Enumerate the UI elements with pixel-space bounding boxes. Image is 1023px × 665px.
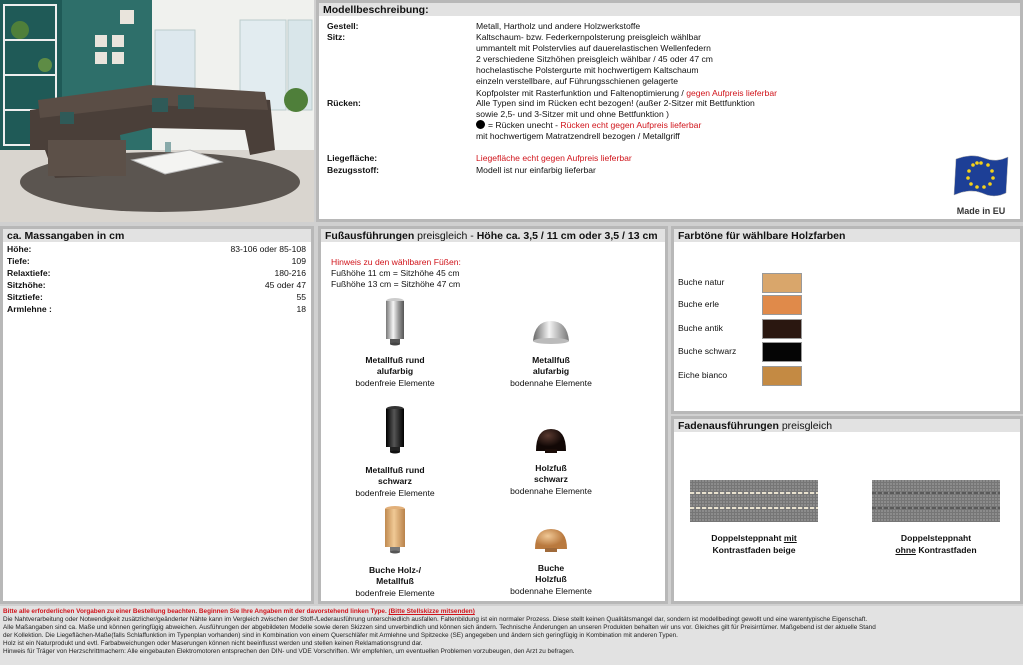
spec-value-line: [476, 88, 777, 99]
footer-lines: [3, 616, 1020, 656]
spec-value-text: Kopfpolster mit Rasterfunktion und Faltenoptimierung /: [476, 87, 687, 98]
chrome-cylinder-foot-icon: [335, 297, 455, 349]
spec-value-line: [476, 65, 699, 76]
feet-title-heights: Höhe ca. 3,5 / 11 cm oder 3,5 / 13 cm: [476, 230, 658, 242]
footer-line: Holz ist ein Naturprodukt und evtl. Farbabweichungen oder Maserungen können nicht beeinflusst werden und stellen keinen Reklamationsgrund dar.: [3, 639, 423, 647]
thread-caption-text: Doppelsteppnaht: [711, 533, 784, 543]
foot-usage: bodennahe Elemente: [510, 377, 592, 388]
spec-value-line: [476, 98, 755, 109]
foot-name: Metallfuß: [532, 355, 570, 365]
thread-title-main: Fadenausführungen: [678, 420, 779, 432]
spec-value-text: Alle Typen sind im Rücken echt bezogen! (außer 2-Sitzer mit Bettfunktion: [476, 98, 755, 108]
wood-color-label: Buche antik: [678, 323, 723, 333]
dimension-value: 18: [296, 304, 306, 314]
foot-option: [335, 505, 455, 599]
thread-caption-text: Kontrastfaden: [915, 545, 977, 555]
footer-line: der Kollektion. Die Liegeflächen-Maße(falls Schlaffunktion im Typenplan vorhanden) sind in Kombination von einem Querschläfer mit Armlehne und Spitzecke (SE) angegeben und ändern sich geringfügig in Kombination mit anderen Typen.: [3, 631, 678, 639]
foot-option: [491, 319, 611, 389]
dimension-label: Sitzhöhe:: [7, 280, 46, 290]
footer-order-sketch-note: (Bitte Stellskizze mitsenden): [388, 608, 475, 615]
spec-value-line: [476, 54, 713, 65]
spec-value-text: 2 verschiedene Sitzhöhen preisgleich wählbar / 45 oder 47 cm: [476, 54, 713, 65]
feet-panel: [318, 226, 668, 604]
foot-name: Buche: [537, 563, 565, 573]
spec-value-line: [476, 32, 701, 43]
thread-caption-emphasis: ohne: [895, 545, 916, 555]
wood-color-swatch: [762, 366, 802, 386]
spec-label: Liegefläche:: [327, 153, 378, 163]
spec-label: Gestell:: [327, 21, 359, 31]
spec-value-line: [476, 153, 632, 164]
eu-flag-icon: [952, 153, 1010, 199]
dimension-value: 45 oder 47: [264, 280, 306, 290]
eu-badge: [941, 153, 1021, 216]
model-description-title: Modellbeschreibung:: [319, 3, 1020, 16]
feet-title-main: Fußausführungen: [325, 230, 415, 242]
feet-hint: [331, 257, 461, 268]
thread-caption-text: Kontrastfaden beige: [712, 545, 796, 555]
spec-value-line: [476, 76, 678, 87]
dimension-row: [3, 279, 311, 291]
spec-value-line: [476, 131, 680, 142]
foot-name: Holzfuß: [535, 463, 567, 473]
spec-value-text: sowie 2,5- und 3-Sitzer mit und ohne Bettfunktion ): [476, 109, 669, 120]
wood-color-label: Buche schwarz: [678, 346, 737, 356]
foot-variant: schwarz: [378, 476, 412, 487]
foot-usage: bodenfreie Elemente: [355, 487, 435, 498]
wood-color-swatch: [762, 342, 802, 362]
stitch-line: [872, 492, 1000, 494]
spec-value-text: hochelastische Polstergurte mit hochwertigem Kaltschaum: [476, 65, 699, 76]
spec-value-text: mit hochwertigem Matratzendrell bezogen / Metallgriff: [476, 131, 680, 142]
foot-variant: Metallfuß: [376, 576, 414, 587]
wood-color-label: Eiche bianco: [678, 370, 728, 380]
thread-caption-line: [861, 532, 1011, 544]
thread-caption-text: Doppelsteppnaht: [900, 533, 972, 543]
thread-panel: [671, 416, 1023, 604]
made-in-eu-label: Made in EU: [956, 206, 1006, 216]
stitch-line: [872, 507, 1000, 509]
spec-label: Bezugsstoff:: [327, 165, 380, 175]
bullet-dot-icon: [476, 120, 485, 129]
footer-line: Die Nahtverarbeitung oder Notwendigkeit zusätzlicher/geänderter Nähte kann im Vergleich zwischen der Stoff-/Lederausführung unterschiedlich ausfallen. Faltenbildung ist ein normaler Prozess. Diese stellt keinen Qualitätsmangel dar, sondern ist modellbedingt gewollt und eine warentypische Eigenschaft.: [3, 615, 868, 623]
fabric-texture: [690, 480, 818, 522]
thread-caption-line: [861, 544, 1011, 556]
spec-value-text: = Rücken unecht -: [488, 120, 561, 131]
dimension-value: 55: [296, 292, 306, 302]
wood-color-label: Buche erle: [678, 299, 720, 309]
foot-usage: bodennahe Elemente: [510, 585, 592, 596]
spec-label: Rücken:: [327, 98, 361, 108]
foot-option: [491, 427, 611, 497]
spec-value-text: Metall, Hartholz und andere Holzwerkstoffe: [476, 21, 641, 31]
spec-value-text: Kaltschaum- bzw. Federkernpolsterung preisgleich wählbar: [476, 32, 701, 42]
spec-value-text: ummantelt mit Polstervlies auf dauerelastischen Wellenfedern: [476, 43, 711, 54]
black-cylinder-foot-icon: [335, 405, 455, 459]
wood-color-label: Buche natur: [678, 277, 725, 287]
feet-title: [321, 229, 665, 242]
wood-color-swatch: [762, 273, 802, 293]
thread-title-note: preisgleich: [778, 420, 833, 432]
chrome-dome-foot-icon: [491, 319, 611, 349]
spec-value-line: [476, 109, 669, 120]
foot-name: Buche Holz-/: [368, 565, 422, 575]
dimension-value: 180-216: [274, 268, 306, 278]
stitched-fabric-swatch: [872, 480, 1000, 522]
wood-colors-title: Farbtöne für wählbare Holzfarben: [674, 229, 1020, 242]
footer-line: Hinweis für Träger von Herzschrittmachern: Alle eingebauten Elektromotoren entsprechen den DIN- und VDE Vorschriften. Wir empfehlen, um eventuellen Problemen vorzubeugen, den Arzt zu befragen.: [3, 647, 575, 655]
dimension-row: [3, 291, 311, 303]
dimension-label: Relaxtiefe:: [7, 268, 51, 278]
foot-variant: schwarz: [534, 474, 568, 485]
foot-usage: bodenfreie Elemente: [355, 377, 435, 388]
thread-title: [674, 419, 1020, 432]
spec-value-text: einzeln verstellbare, auf Führungsschienen gelagerte: [476, 76, 679, 87]
dimension-label: Armlehne :: [7, 304, 52, 314]
feet-hint-line: Fußhöhe 11 cm = Sitzhöhe 45 cm: [331, 268, 460, 278]
thread-caption: [679, 532, 829, 556]
spec-value-surcharge: Rücken echt gegen Aufpreis lieferbar: [560, 120, 702, 131]
spec-value-line: [476, 165, 596, 176]
sofa-room-illustration: [0, 0, 314, 222]
feet-title-note: preisgleich -: [414, 230, 477, 242]
spec-value-line: [476, 21, 640, 32]
foot-name: Metallfuß rund: [365, 465, 425, 475]
thread-caption: [861, 532, 1011, 556]
dimension-value: 83-106 oder 85-108: [230, 244, 306, 254]
dimensions-list: [3, 242, 311, 315]
dimension-row: [3, 267, 311, 279]
dimension-row: [3, 303, 311, 315]
foot-usage: bodennahe Elemente: [510, 485, 592, 496]
beech-cylinder-foot-icon: [335, 505, 455, 559]
footer-line: Alle Maßangaben sind ca. Maße und können geringfügig abweichen. Ausführungen der abgebildeten Modelle sowie deren Skizzen sind unverbindlich und können sich ändern. Technische Änderungen an unseren Produkten behalten wir uns vor. Gleiches gilt für Preisirrtümer. Maßgebend ist der aktuelle Stand: [3, 623, 876, 631]
beech-dome-foot-icon: [491, 527, 611, 557]
feet-hint-line: Fußhöhe 13 cm = Sitzhöhe 47 cm: [331, 279, 461, 290]
stitch-line: [690, 507, 818, 509]
model-description-panel: [316, 0, 1023, 222]
foot-name: Metallfuß rund: [365, 355, 425, 365]
spec-value-surcharge: Liegefläche echt gegen Aufpreis lieferbar: [476, 153, 632, 163]
spec-value-text: Modell ist nur einfarbig lieferbar: [476, 165, 596, 175]
foot-option: [335, 405, 455, 499]
footer-notes: [0, 606, 1023, 665]
fabric-texture: [872, 480, 1000, 522]
spec-value-surcharge: gegen Aufpreis lieferbar: [686, 87, 777, 98]
foot-option: [335, 297, 455, 389]
dimensions-panel: [0, 226, 314, 604]
foot-variant: Holzfuß: [535, 574, 567, 585]
thread-caption-line: [679, 544, 829, 556]
product-photo: [0, 0, 314, 222]
feet-hint-title: Hinweis zu den wählbaren Füßen:: [331, 257, 461, 267]
wood-color-swatch: [762, 319, 802, 339]
foot-option: [491, 527, 611, 597]
dimension-row: [3, 255, 311, 267]
spec-value-line: [476, 43, 711, 54]
stitch-line: [690, 492, 818, 494]
wood-colors-panel: [671, 226, 1023, 414]
dimension-value: 109: [291, 256, 306, 266]
footer-order-text: Bitte alle erforderlichen Vorgaben zu einer Bestellung beachten. Beginnen Sie Ihre Angaben mit der davorstehend linken Type.: [3, 608, 387, 615]
dimension-label: Sitztiefe:: [7, 292, 43, 302]
thread-caption-emphasis: mit: [783, 533, 797, 543]
dimension-label: Höhe:: [7, 244, 32, 254]
feet-hint-lines: [331, 268, 460, 291]
wood-color-swatch: [762, 295, 802, 315]
spec-value-line: [476, 120, 701, 131]
dimension-label: Tiefe:: [7, 256, 30, 266]
foot-usage: bodenfreie Elemente: [355, 587, 435, 598]
black-dome-foot-icon: [491, 427, 611, 457]
foot-variant: alufarbig: [532, 366, 570, 377]
dimensions-title: ca. Massangaben in cm: [3, 229, 311, 242]
spec-label: Sitz:: [327, 32, 346, 42]
dimension-row: [3, 243, 311, 255]
footer-order-note: [3, 608, 1020, 616]
thread-caption-line: [679, 532, 829, 544]
stitched-fabric-swatch: [690, 480, 818, 522]
foot-variant: alufarbig: [376, 366, 414, 377]
